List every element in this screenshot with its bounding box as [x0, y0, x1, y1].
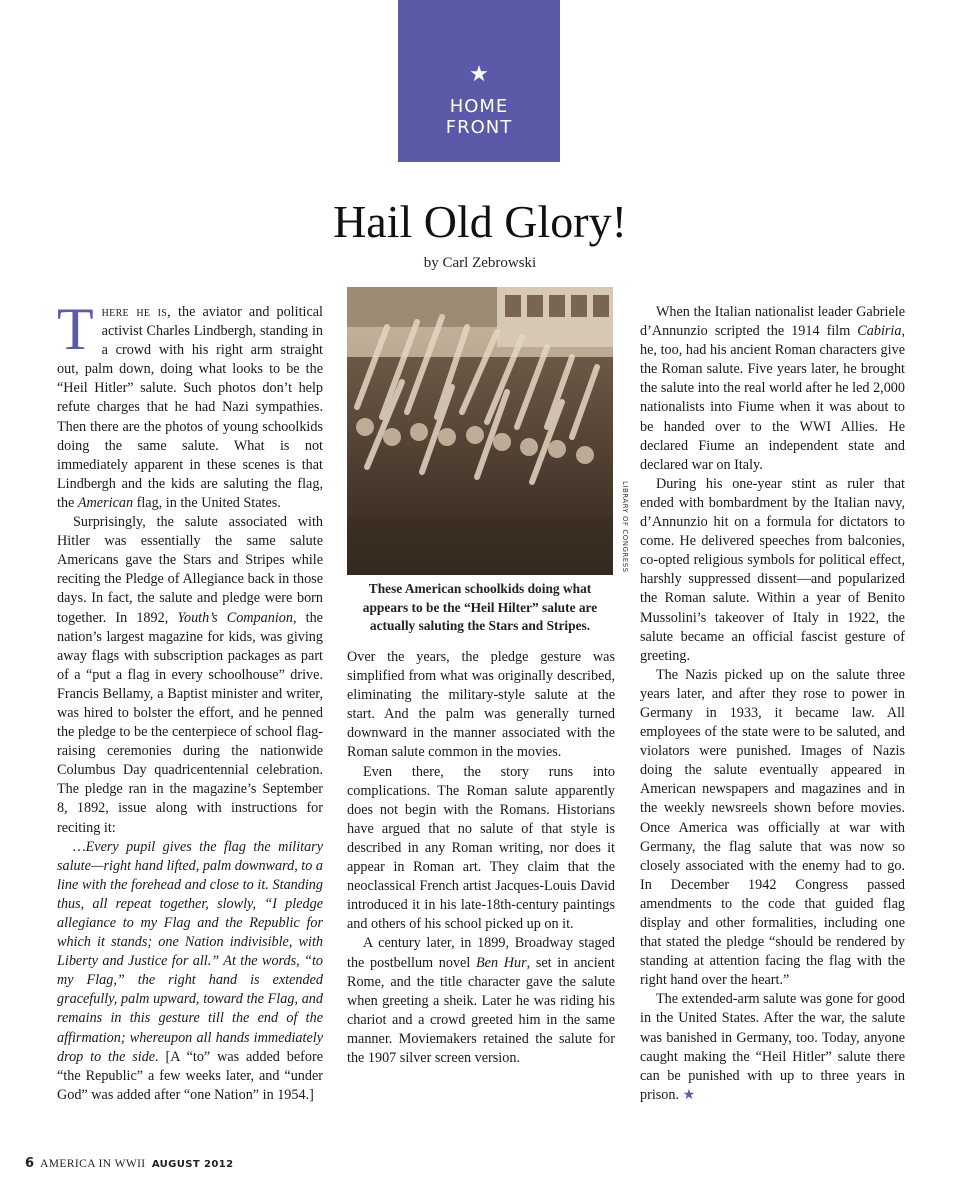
column-right [640, 303, 905, 1105]
column-middle [347, 648, 615, 1068]
paragraph-8: The Nazis picked up on the salute three years later, and after they rose to power in Germany in 1933, it became law. All employees of the state were to be saluted, and violators were punished. Images of Nazis doing the salute eventually appeared in American newspapers and magazines and in the weekly newsreels shown before movies. Once America was officially at war with Germany, the flag salute that was now so closely associated with the enemy had to go. In December 1942 Congress passed amendments to the code that guided flag display and other formalities, including one that stated the pledge “should be rendered by standing at attention facing the flag with the right hand over the heart.” [640, 666, 905, 989]
schoolkids-salute-photo [347, 287, 613, 575]
paragraph-4: Even there, the story runs into complications. The Roman salute apparently does not begin with the Romans. Historians have argued that no salute of that style is described in any Roman writing, nor does it appear in Roman art. They claim that the neoclassical French artist Jacques-Louis David introduced it in his late-18th-century paintings and others of his school picked up on it. [347, 763, 615, 933]
star-icon: ★ [469, 62, 489, 87]
issue-date: AUGUST 2012 [151, 1159, 234, 1170]
section-label-front: FRONT [445, 117, 513, 138]
drop-cap: T [57, 296, 94, 362]
photo-caption: These American schoolkids doing what appears to be the “Heil Hilter” salute are actually saluting the Stars and Stripes. [362, 581, 598, 633]
paragraph-6: When the Italian nationalist leader Gabriele d’Annunzio scripted the 1914 film Cabiria, he, too, had his ancient Roman characters give the Roman salute. Five years later, he brought the salute into the real world after he led 2,000 nationalists into Fiume when it was about to be handed over to the WWI Allies. He declared Fiume an independent state and declared war on Italy. [640, 304, 905, 473]
page-footer [25, 1156, 233, 1171]
paragraph-7: During his one-year stint as ruler that ended with bombardment by the Italian navy, d’Annunzio hit on a formula for dictators to come. He delivered speeches from balconies, co-opted religious symbols for political effect, harshly suppressed dissent—and popularized the Roman salute. Within a year of Benito Mussolini’s takeover of Italy in 1922, the salute became an official fascist gesture of greeting. [640, 475, 905, 664]
section-label-home: HOME [449, 96, 509, 117]
paragraph-2: Surprisingly, the salute associated with Hitler was essentially the same salute Americans gave the Stars and Stripes while reciting the Pledge of Allegiance back in those days. In fact, the salute and pledge were born together. In 1892, Youth’s Companion, the nation’s largest magazine for kids, was giving away flags with subscription packages as part of a “put a flag in every schoolhouse” drive. Francis Bellamy, a Baptist minister and writer, was hired to bolster the effort, and he penned the pledge to be the centerpiece of school flag-raising ceremonies during the nationwide Columbus Day quadricentennial celebration. The pledge ran in the magazine’s September 8, 1892, issue along with instructions for reciting it: [57, 514, 323, 836]
paragraph-1: There he is, the aviator and political activist Charles Lindbergh, standing in a crowd with his right arm straight out, palm down, doing what looks to be the “Heil Hitler” salute. Such photos don’t help refute charges that he had Nazi sympathies. Then there are the photos of young schoolkids doing the same salute. What is not immediately apparent in these scenes is that Lindbergh and the kids are saluting the flag, the American flag, in the United States. [57, 296, 323, 511]
photo-credit: LIBRARY OF CONGRESS [621, 481, 629, 573]
paragraph-5: A century later, in 1899, Broadway staged the postbellum novel Ben Hur, set in ancient Rome, and the title character gave the salute when greeting a sheik. Later he was riding his chariot and a crowd greeted him in the same manner. Moviemakers retained the salute for the 1907 silver screen version. [347, 935, 615, 1066]
section-banner [398, 0, 560, 162]
paragraph-9: The extended-arm salute was gone for good in the United States. After the war, the salute was banished in Germany, too. Today, anyone caught making the “Heil Hitler” salute there can be punished with up to three years in prison. ★ [640, 991, 905, 1103]
paragraph-3: Over the years, the pledge gesture was simplified from what was originally described, eliminating the military-style salute at the start. And the palm was generally turned downward in the manner associated with the Roman salute common in the movies. [347, 649, 615, 761]
article-headline: Hail Old Glory! [333, 196, 627, 247]
photo-illustration [347, 287, 613, 575]
end-star-icon: ★ [682, 1086, 696, 1103]
column-left [57, 296, 323, 1105]
magazine-name: AMERICA IN WWII [40, 1158, 146, 1170]
pledge-quote: …Every pupil gives the flag the military salute—right hand lifted, palm downward, to a line with the forehead and close to it. Standing thus, all repeat together, slowly, “I pledge allegiance to my Flag and the Republic for which it stands; one Nation indivisible, with Liberty and Justice for all.” At the words, “to my Flag,” the right hand is extended gracefully, palm upward, toward the Flag, and remains in this gesture till the end of the affirmation; whereupon all hands immediately drop to the side. [A “to” was added before “the Republic” a few weeks later, and “under God” was added after “one Nation” in 1954.] [57, 838, 323, 1103]
byline: by Carl Zebrowski [423, 255, 537, 271]
page-number: 6 [25, 1156, 35, 1171]
